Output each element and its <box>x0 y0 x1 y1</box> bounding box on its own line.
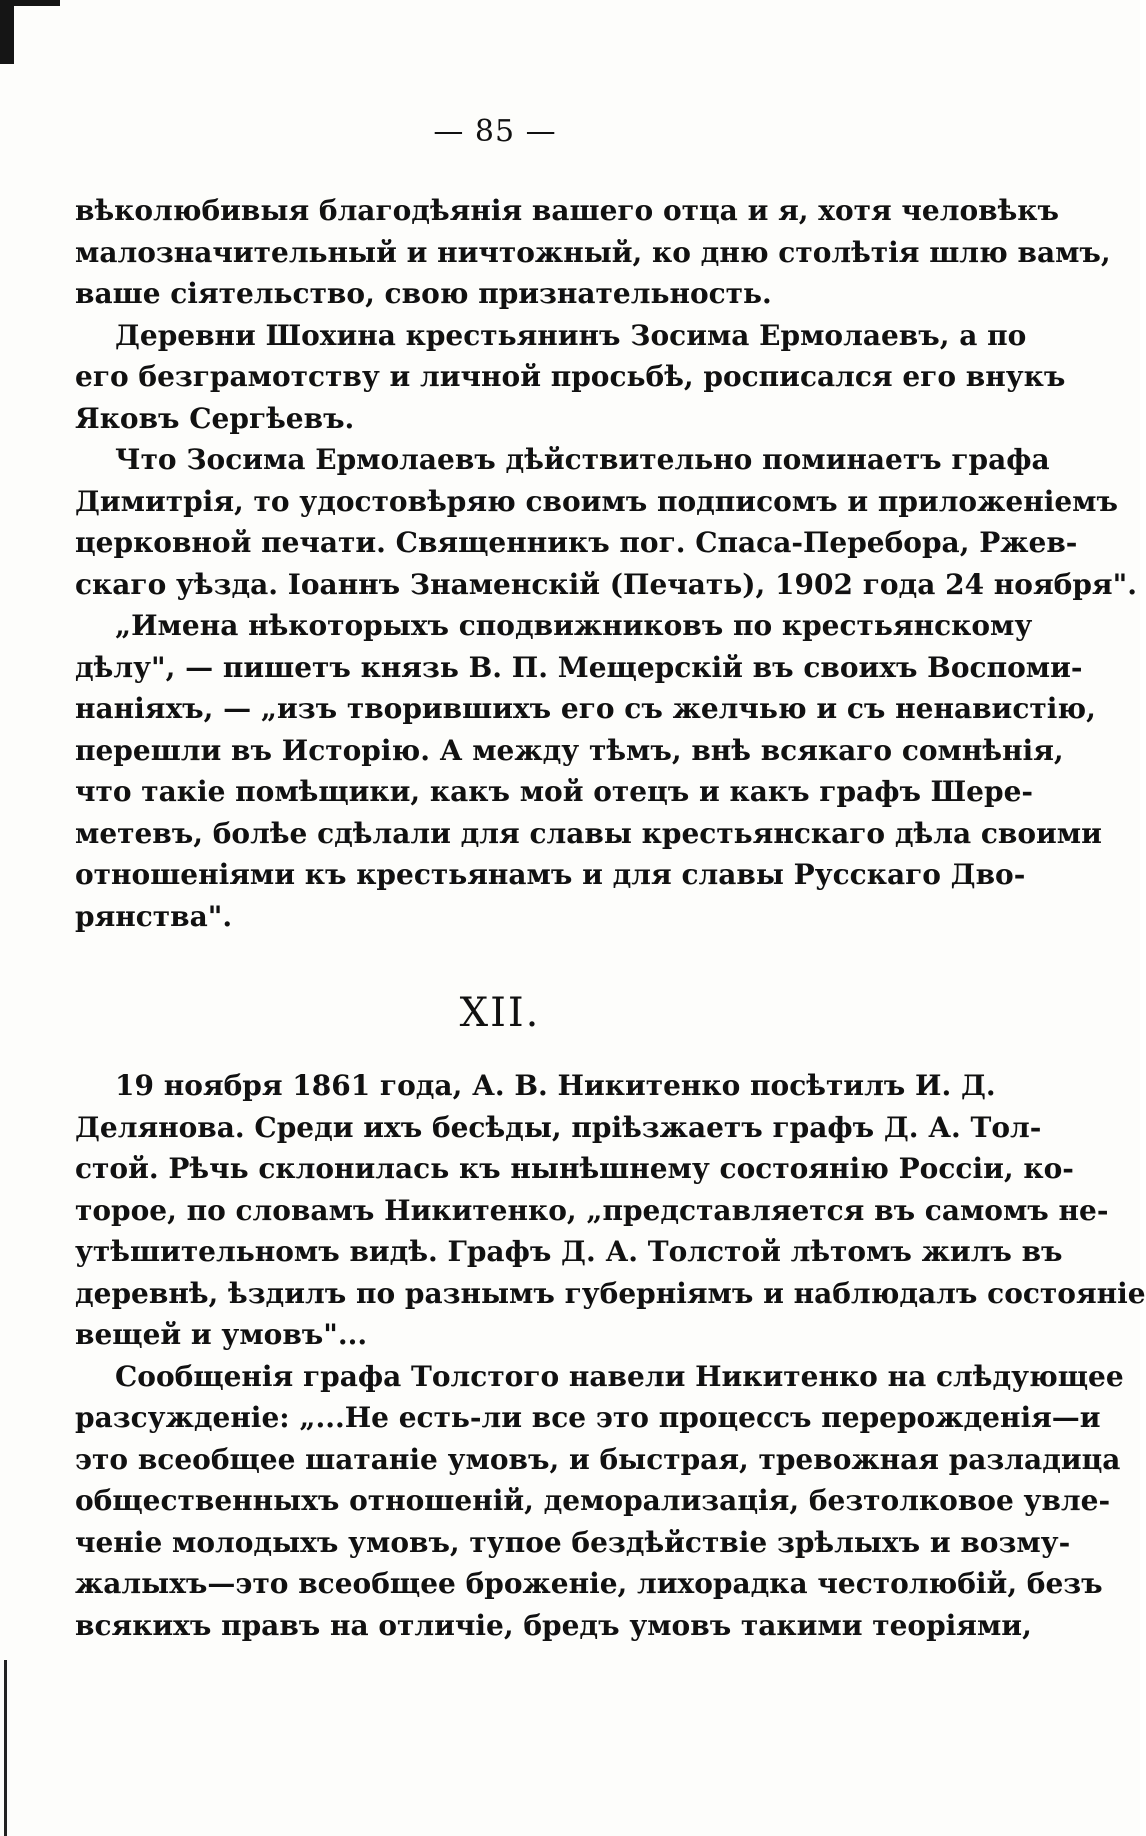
text-line: жалыхъ—это всеобщее броженіе, лихорадка честолюбій, безъ <box>75 1567 1103 1600</box>
text-line: Димитрія, то удостовѣряю своимъ подписомъ и приложеніемъ <box>75 484 1118 518</box>
scan-edge-line <box>4 1660 7 1836</box>
text-line: отношеніями къ крестьянамъ и для славы Русскаго Дво- <box>75 858 1026 891</box>
text-line: разсужденіе: „...Не есть-ли все это процессъ перерожденія—и <box>75 1401 1101 1434</box>
text-line: всякихъ правъ на отличіе, бредъ умовъ такими теоріями, <box>75 1608 1032 1642</box>
text-line: вещей и умовъ"... <box>75 1318 368 1351</box>
text-line: метевъ, болѣе сдѣлали для славы крестьянскаго дѣла своими <box>75 816 1102 850</box>
text-line: „Имена нѣкоторыхъ сподвижниковъ по крестьянскому <box>115 609 1033 642</box>
text-line: ченіе молодыхъ умовъ, тупое бездѣйствіе зрѣлыхъ и возму- <box>75 1525 1071 1559</box>
text-line: перешли въ Исторію. А между тѣмъ, внѣ всякаго сомнѣнія, <box>75 733 1064 767</box>
text-line: Яковъ Сергѣевъ. <box>75 401 355 435</box>
text-block-2 <box>75 1065 1146 1646</box>
text-line: рянства". <box>75 899 233 933</box>
text-line: деревнѣ, ѣздилъ по разнымъ губерніямъ и наблюдалъ состояніе <box>75 1276 1146 1310</box>
scan-corner-mark-top <box>0 0 60 6</box>
text-line: стой. Рѣчь склонилась къ нынѣшнему состоянію Россіи, ко- <box>75 1152 1074 1185</box>
text-line: Что Зосима Ермолаевъ дѣйствительно поминаетъ графа <box>115 443 1050 476</box>
text-line: дѣлу", — пишетъ князь В. П. Мещерскій въ своихъ Воспоми- <box>75 650 1083 684</box>
text-line: Деревни Шохина крестьянинъ Зосима Ермолаевъ, а по <box>115 318 1027 352</box>
text-line: скаго уѣзда. Іоаннъ Знаменскій (Печать), 1902 года 24 ноября". <box>75 567 1137 601</box>
text-line: ваше сіятельство, свою признательность. <box>75 277 772 310</box>
text-line: Делянова. Среди ихъ бесѣды, пріѣзжаетъ графъ Д. А. Тол- <box>75 1110 1042 1144</box>
text-line: что такіе помѣщики, какъ мой отецъ и какъ графъ Шере- <box>75 775 1034 808</box>
text-block-1 <box>75 190 1137 937</box>
text-line: общественныхъ отношеній, деморализація, безтолковое увле- <box>75 1484 1111 1517</box>
page-number: — 85 — <box>433 114 557 149</box>
text-line: торое, по словамъ Никитенко, „представляется въ самомъ не- <box>75 1193 1109 1227</box>
text-line: его безграмотству и личной просьбѣ, росписался его внукъ <box>75 360 1066 393</box>
text-line: церковной печати. Священникъ пог. Спаса-Перебора, Ржев- <box>75 526 1078 559</box>
scan-corner-mark <box>0 0 14 64</box>
text-line: это всеобщее шатаніе умовъ, и быстрая, тревожная разладица <box>75 1442 1121 1476</box>
section-heading: XII. <box>459 990 541 1036</box>
text-line: вѣколюбивыя благодѣянія вашего отца и я, хотя человѣкъ <box>75 194 1059 227</box>
text-line: наніяхъ, — „изъ творившихъ его съ желчью и съ ненавистію, <box>75 692 1096 725</box>
text-line: Сообщенія графа Толстого навели Никитенко на слѣдующее <box>115 1359 1124 1393</box>
text-line: 19 ноября 1861 года, А. В. Никитенко посѣтилъ И. Д. <box>115 1069 996 1102</box>
text-line: утѣшительномъ видѣ. Графъ Д. А. Толстой лѣтомъ жилъ въ <box>75 1235 1063 1268</box>
text-line: малозначительный и ничтожный, ко дню столѣтія шлю вамъ, <box>75 235 1111 269</box>
